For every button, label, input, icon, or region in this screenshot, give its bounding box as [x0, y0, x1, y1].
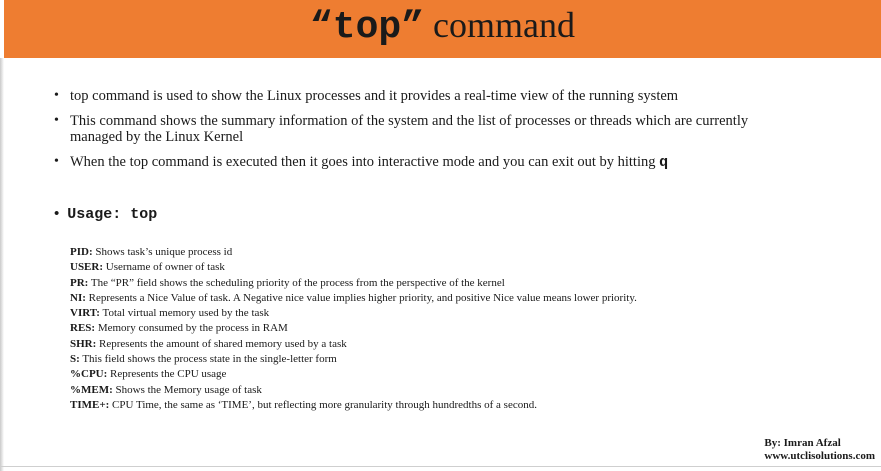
field-desc: Shows task’s unique process id	[92, 246, 233, 258]
field-name: S:	[70, 353, 80, 366]
field-desc: Represents a Nice Value of task. A Negative nice value implies higher priority, and positive Nice value means lower priority.	[85, 291, 637, 304]
bottom-divider	[0, 466, 881, 467]
exit-key: q	[659, 154, 669, 171]
field-desc: The “PR” field shows the scheduling priority of the process from the perspective of the kernel	[88, 276, 505, 289]
field-desc: Memory consumed by the process in RAM	[95, 322, 288, 335]
author-credit: By: Imran Afzal	[764, 437, 841, 449]
field-item	[70, 321, 770, 336]
field-desc: Represents the amount of shared memory used by a task	[96, 337, 347, 350]
field-item	[70, 383, 770, 398]
field-name: TIME+:	[70, 398, 110, 411]
bullet-list	[54, 88, 754, 180]
bullet-dot-icon: •	[54, 154, 59, 169]
slide-title-command: “top”	[310, 6, 425, 49]
bullet-text: When the top command is executed then it goes into interactive mode and you can exit out by hitting	[70, 154, 660, 170]
bullet-dot-icon: •	[54, 113, 59, 128]
field-name: %CPU:	[70, 368, 108, 381]
usage-label: Usage: top	[67, 206, 158, 223]
bullet-item	[54, 154, 754, 171]
field-desc: Username of owner of task	[103, 261, 225, 274]
bullet-item	[54, 88, 754, 104]
bullet-dot-icon: •	[54, 206, 60, 222]
field-list	[70, 245, 770, 413]
slide-left-edge	[0, 58, 4, 471]
field-item	[70, 352, 770, 367]
field-item	[70, 306, 770, 321]
field-item	[70, 276, 770, 291]
title-bar	[4, 0, 881, 58]
field-name: RES:	[70, 322, 96, 335]
field-item	[70, 398, 770, 413]
field-desc: This field shows the process state in the single-letter form	[79, 353, 337, 366]
field-name: VIRT:	[70, 307, 100, 320]
field-desc: Total virtual memory used by the task	[99, 307, 270, 320]
field-item	[70, 337, 770, 352]
slide-title	[4, 4, 881, 49]
field-name: SHR:	[70, 337, 97, 350]
field-name: PID:	[70, 246, 93, 258]
field-name: PR:	[70, 276, 89, 289]
field-name: %MEM:	[70, 383, 113, 396]
field-item	[70, 245, 770, 260]
field-item	[70, 291, 770, 306]
field-item	[70, 260, 770, 275]
field-name: USER:	[70, 261, 104, 274]
usage-line	[54, 206, 157, 223]
slide-title-word: command	[424, 5, 575, 45]
bullet-dot-icon: •	[54, 88, 59, 103]
field-desc: Represents the CPU usage	[107, 368, 227, 381]
bullet-text: This command shows the summary information of the system and the list of processes or threads which are currently managed by the Linux Kernel	[70, 113, 749, 145]
field-name: NI:	[70, 291, 86, 304]
field-item	[70, 367, 770, 382]
website-credit: www.utclisolutions.com	[764, 450, 875, 462]
credits	[764, 437, 875, 463]
bullet-text: top command is used to show the Linux processes and it provides a real-time view of the running system	[70, 88, 679, 104]
bullet-item	[54, 113, 754, 145]
field-desc: Shows the Memory usage of task	[112, 383, 262, 396]
field-desc: CPU Time, the same as ‘TIME’, but reflecting more granularity through hundredths of a second.	[109, 398, 537, 411]
